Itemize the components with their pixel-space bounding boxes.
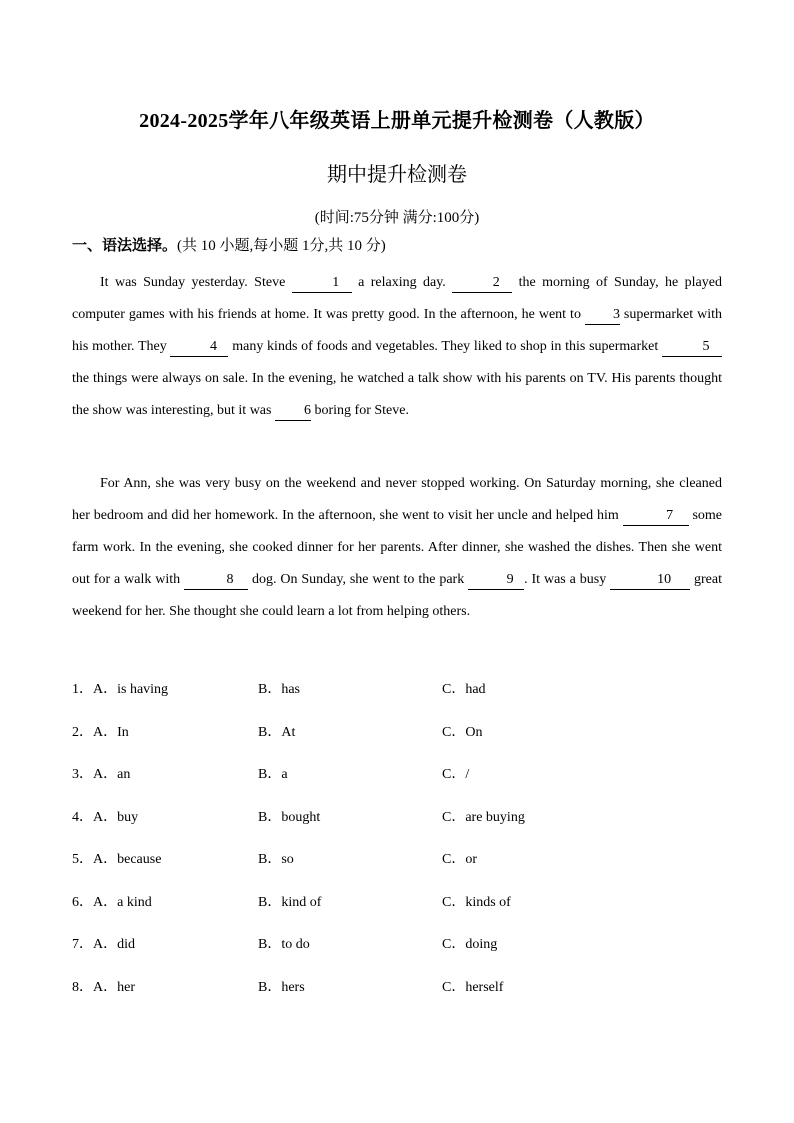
question-option-a[interactable]: [72, 721, 129, 741]
question-list: [72, 670, 722, 1010]
question-option-a[interactable]: [72, 891, 152, 911]
question-option-c[interactable]: C．kinds of: [442, 894, 511, 910]
option-a-text: A．her: [93, 979, 135, 995]
passage-text: For Ann, she was very busy on the weekend and never stopped working. On Saturday morning, she cleaned her bedroom and did her homework. In the afternoon, she went to visit her uncle and helped him: [72, 476, 722, 523]
document-title: 2024-2025学年八年级英语上册单元提升检测卷（人教版）: [139, 110, 655, 132]
question-option-c[interactable]: C．On: [442, 724, 483, 740]
question-option-a[interactable]: [72, 678, 168, 698]
option-a-text: A．In: [93, 724, 129, 740]
question-option-a[interactable]: [72, 763, 130, 783]
blank-7: 7: [623, 507, 689, 526]
question-option-a[interactable]: [72, 976, 135, 996]
question-option-b[interactable]: B．a: [258, 767, 288, 782]
question-row: [72, 755, 722, 798]
question-option-b[interactable]: B．kind of: [258, 894, 322, 910]
blank-5: 5: [662, 338, 722, 357]
passage-text: It was Sunday yesterday. Steve: [100, 275, 292, 290]
question-row: [72, 798, 722, 841]
question-option-a[interactable]: [72, 933, 135, 953]
question-number: 3．: [72, 767, 93, 782]
passage-text: boring for Steve.: [310, 403, 409, 418]
passage-text: the morning of Sunday, he played computer games with his friends at home. It was pretty good. In the afternoon, he went to: [72, 275, 722, 322]
question-number: 5．: [72, 852, 93, 867]
time-info: (时间:75分钟 满分:100分): [314, 210, 480, 226]
question-option-c[interactable]: C．had: [442, 682, 486, 697]
question-number: 8．: [72, 979, 93, 995]
question-option-a[interactable]: [72, 806, 138, 826]
blank-2: 2: [452, 274, 512, 293]
section-instructions: (共 10 小题,每小题 1分,共 10 分): [177, 238, 386, 254]
question-row: [72, 713, 722, 756]
question-row: [72, 968, 722, 1011]
option-a-text: A．an: [93, 767, 131, 782]
section-title: 一、语法选择。: [72, 238, 178, 254]
question-option-b[interactable]: B．At: [258, 724, 296, 740]
question-option-b[interactable]: B．so: [258, 852, 294, 867]
option-a-text: A．buy: [93, 809, 139, 825]
blank-8: 8: [184, 571, 248, 590]
passage-text: great weekend for her. She thought she could learn a lot from helping others.: [72, 572, 722, 619]
question-row: [72, 883, 722, 926]
question-number: 2．: [72, 724, 93, 740]
passage-1: [72, 267, 722, 427]
option-a-text: A．is having: [93, 682, 169, 697]
blank-6: 6: [275, 402, 311, 421]
question-option-b[interactable]: B．to do: [258, 937, 310, 952]
section-heading: [72, 234, 386, 255]
passage-text: some farm work. In the evening, she cooked dinner for her parents. After dinner, she washed the dishes. Then she went out for a walk with: [72, 508, 722, 587]
blank-9: 9: [468, 571, 524, 590]
blank-3: 3: [585, 306, 620, 325]
passage-text: supermarket with his mother. They: [72, 307, 722, 354]
question-option-c[interactable]: C．or: [442, 852, 477, 867]
question-option-c[interactable]: C．are buying: [442, 809, 525, 825]
question-number: 4．: [72, 809, 93, 825]
question-row: [72, 925, 722, 968]
passage-text: many kinds of foods and vegetables. They liked to shop in this supermarket: [228, 339, 663, 354]
question-row: [72, 670, 722, 713]
passage-text: the things were always on sale. In the evening, he watched a talk show with his parents on TV. His parents thought the show was interesting, but it was: [72, 371, 722, 418]
blank-10: 10: [610, 571, 690, 590]
question-option-a[interactable]: [72, 848, 161, 868]
question-row: [72, 840, 722, 883]
question-number: 7．: [72, 937, 93, 952]
question-option-c[interactable]: C．/: [442, 767, 470, 782]
passage-text: dog. On Sunday, she went to the park: [248, 572, 469, 587]
document-subtitle: 期中提升检测卷: [327, 164, 467, 186]
question-option-b[interactable]: B．bought: [258, 809, 321, 825]
blank-1: 1: [292, 274, 352, 293]
option-a-text: A．did: [93, 937, 135, 952]
option-a-text: A．a kind: [93, 894, 152, 910]
question-option-b[interactable]: B．hers: [258, 979, 305, 995]
passage-text: a relaxing day.: [351, 275, 453, 290]
question-number: 6．: [72, 894, 93, 910]
option-a-text: A．because: [93, 852, 162, 867]
passage-text: . It was a busy: [524, 572, 611, 587]
blank-4: 4: [170, 338, 228, 357]
question-option-c[interactable]: C．herself: [442, 979, 504, 995]
question-option-b[interactable]: B．has: [258, 682, 300, 697]
passage-2: [72, 468, 722, 628]
question-number: 1．: [72, 682, 93, 697]
question-option-c[interactable]: C．doing: [442, 937, 498, 952]
